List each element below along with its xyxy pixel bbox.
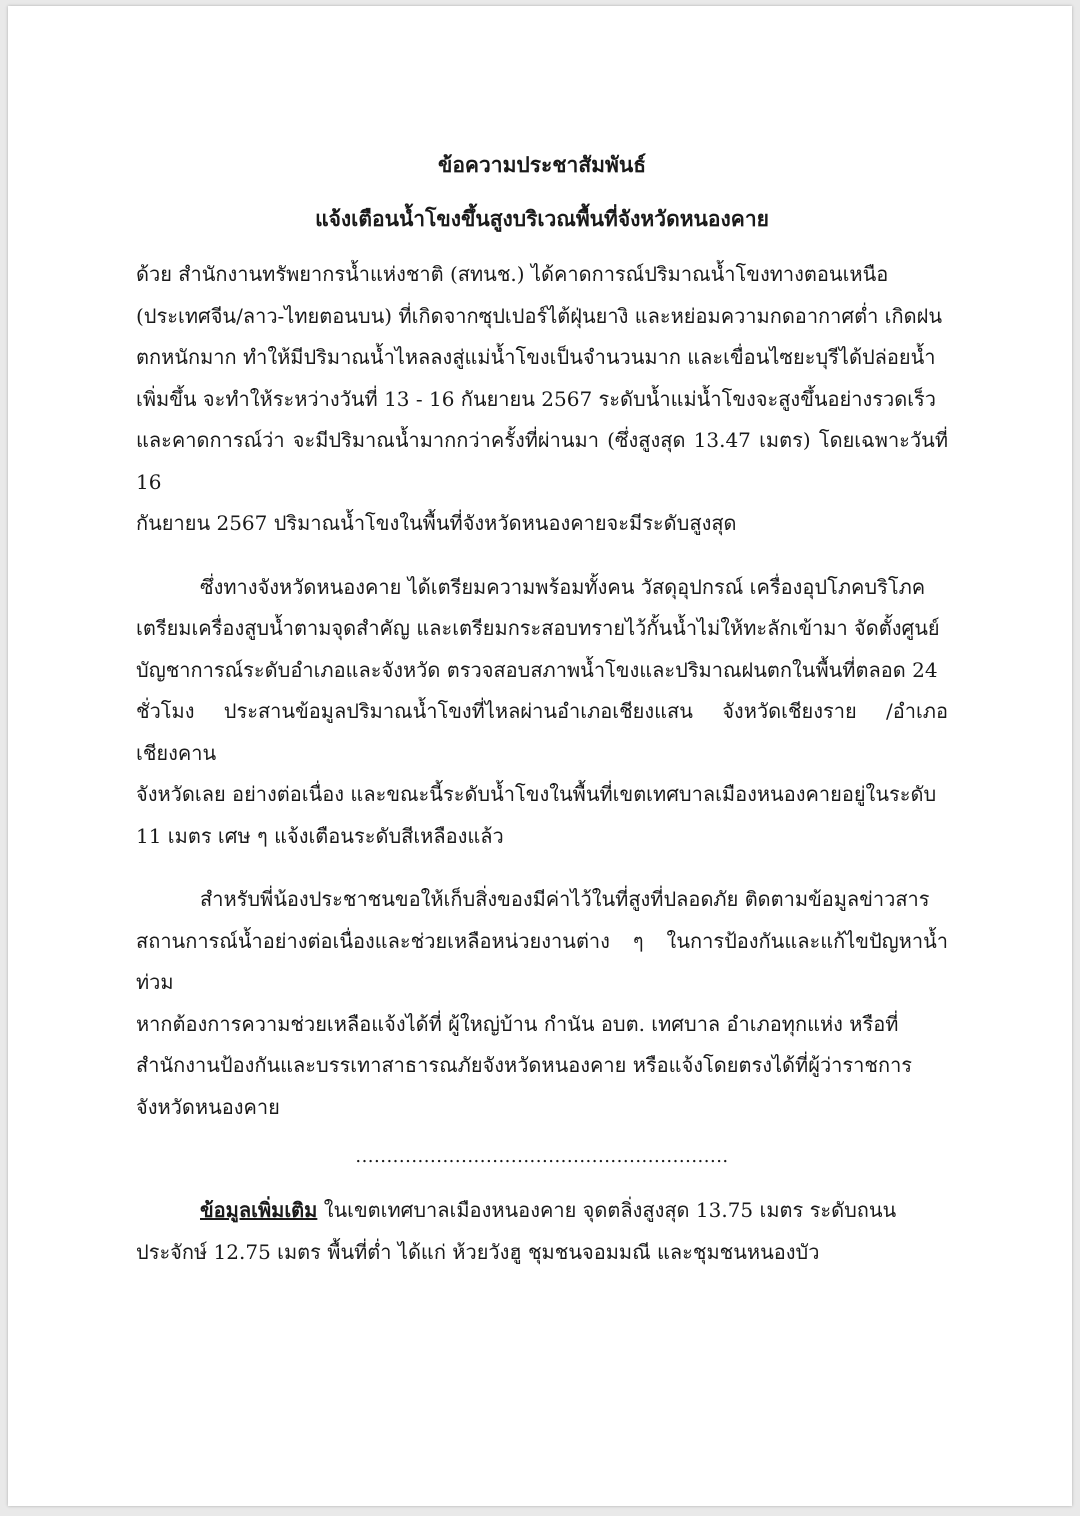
additional-info-label: ข้อมูลเพิ่มเติม <box>200 1198 318 1222</box>
document-subtitle: แจ้งเตือนน้ำโขงขึ้นสูงบริเวณพื้นที่จังหวัดหนองคาย <box>315 206 769 231</box>
paragraph-line: เพิ่มขึ้น จะทำให้ระหว่างวันที่ 13 - 16 กันยายน 2567 ระดับน้ำแม่น้ำโขงจะสูงขึ้นอย่างรวดเร็ว <box>136 386 937 411</box>
paragraph-line: ด้วย สำนักงานทรัพยากรน้ำแห่งชาติ (สทนช.) ได้คาดการณ์ปริมาณน้ำโขงทางตอนเหนือ <box>136 262 889 286</box>
paragraph-line: จังหวัดเลย อย่างต่อเนื่อง และขณะนี้ระดับน้ำโขงในพื้นที่เขตเทศบาลเมืองหนองคายอยู่ในระดับ <box>136 782 937 806</box>
paragraph-line: จังหวัดหนองคาย <box>136 1094 280 1119</box>
paragraph-line: ชั่วโมง ประสานข้อมูลปริมาณน้ำโขงที่ไหลผ่านอำเภอเชียงแสน จังหวัดเชียงราย /อำเภอเชียงคาน <box>136 699 948 765</box>
additional-info-text: ในเขตเทศบาลเมืองหนองคาย จุดตลิ่งสูงสุด 13.75 เมตร ระดับถนน <box>317 1198 897 1222</box>
additional-info-line-2: ประจักษ์ 12.75 เมตร พื้นที่ต่ำ ได้แก่ ห้วยวังฮู ชุมชนจอมมณี และชุมชนหนองบัว <box>136 1239 820 1264</box>
additional-info-line <box>136 1190 948 1232</box>
document-content <box>136 146 948 1273</box>
paragraph-additional-info <box>136 1190 948 1273</box>
paragraph-line: และคาดการณ์ว่า จะมีปริมาณน้ำมากกว่าครั้งที่ผ่านมา (ซึ่งสูงสุด 13.47 เมตร) โดยเฉพาะวันที่ 16 <box>136 428 948 494</box>
paragraph-line: ซึ่งทางจังหวัดหนองคาย ได้เตรียมความพร้อมทั้งคน วัสดุอุปกรณ์ เครื่องอุปโภคบริโภค <box>200 574 926 599</box>
paragraph-forecast <box>136 254 948 545</box>
paragraph-line: หากต้องการความช่วยเหลือแจ้งได้ที่ ผู้ใหญ่บ้าน กำนัน อบต. เทศบาล อำเภอทุกแห่ง หรือที่ <box>136 1011 899 1036</box>
paragraph-line: สำนักงานป้องกันและบรรเทาสาธารณภัยจังหวัดหนองคาย หรือแจ้งโดยตรงได้ที่ผู้ว่าราชการ <box>136 1053 913 1077</box>
paragraph-line: (ประเทศจีน/ลาว-ไทยตอนบน) ที่เกิดจากซุปเปอร์ไต้ฝุ่นยางิ และหย่อมความกดอากาศต่ำ เกิดฝน <box>136 303 942 328</box>
paragraph-line: กันยายน 2567 ปริมาณน้ำโขงในพื้นที่จังหวัดหนองคายจะมีระดับสูงสุด <box>136 511 737 535</box>
paragraph-line: 11 เมตร เศษ ๆ แจ้งเตือนระดับสีเหลืองแล้ว <box>136 823 504 848</box>
paragraph-line: ตกหนักมาก ทำให้มีปริมาณน้ำไหลลงสู่แม่น้ำโขงเป็นจำนวนมาก และเขื่อนไซยะบุรีได้ปล่อยน้ำ <box>136 345 936 369</box>
paragraph-line: สถานการณ์น้ำอย่างต่อเนื่องและช่วยเหลือหน่วยงานต่าง ๆ ในการป้องกันและแก้ไขปัญหาน้ำท่วม <box>136 928 948 994</box>
separator-dots: ............................................................ <box>355 1146 729 1167</box>
paragraph-line: บัญชาการณ์ระดับอำเภอและจังหวัด ตรวจสอบสภาพน้ำโขงและปริมาณฝนตกในพื้นที่ตลอด 24 <box>136 657 938 682</box>
document-title: ข้อความประชาสัมพันธ์ <box>437 152 647 177</box>
paragraph-line: สำหรับพี่น้องประชาชนขอให้เก็บสิ่งของมีค่าไว้ในที่สูงที่ปลอดภัย ติดตามข้อมูลข่าวสาร <box>200 887 930 911</box>
paragraph-preparation <box>136 567 948 858</box>
paragraph-public-advice <box>136 879 948 1128</box>
document-page <box>8 6 1072 1506</box>
paragraph-line: เตรียมเครื่องสูบน้ำตามจุดสำคัญ และเตรียมกระสอบทรายไว้กั้นน้ำไม่ให้ทะลักเข้ามา จัดตั้งศูนย์ <box>136 616 940 640</box>
